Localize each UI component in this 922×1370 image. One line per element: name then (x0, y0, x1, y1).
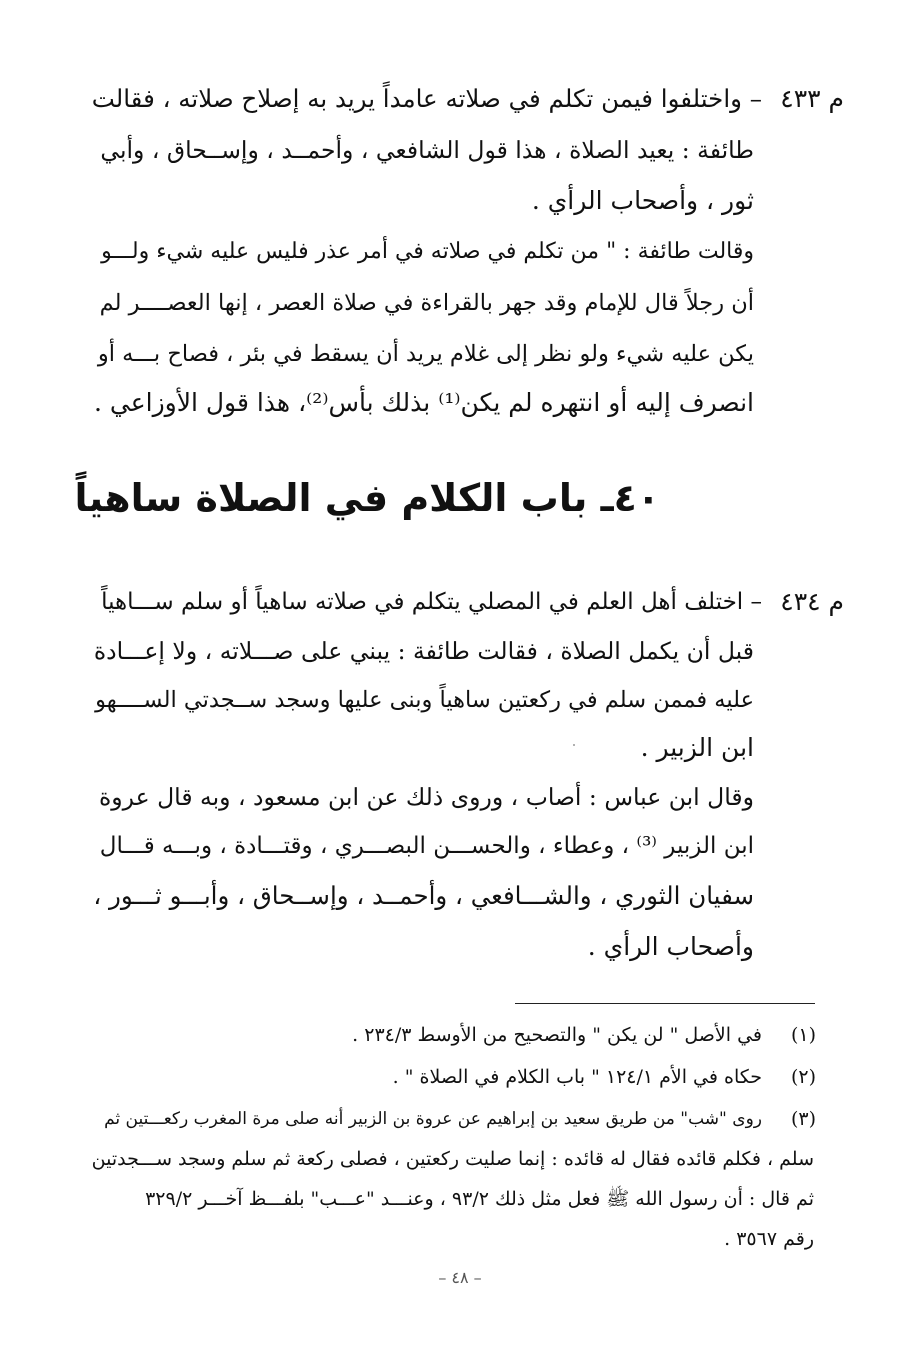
paragraph-434-line-6: ابن الزبير ⁽³⁾ ، وعطاء ، والحســـن البصـــري ، وقتـــادة ، وبـــه قـــال (99, 833, 754, 859)
page-number: – ٤٨ – (438, 1268, 482, 1287)
footnote-number-1: (١) (790, 1024, 816, 1046)
paragraph-434-line-4: ابن الزبير . (640, 733, 754, 762)
footnote-3-line-3: ثم قال : أن رسول الله ﷺ فعل مثل ذلك ٩٣/٢ ، وعنـــد "عـــب" بلفـــظ آخـــر ٣٢٩/٢ (145, 1188, 814, 1210)
chapter-title: ٤٠ـ باب الكلام في الصلاة ساهياً (74, 476, 660, 520)
paragraph-433-line-2: طائفة : يعيد الصلاة ، هذا قول الشافعي ، وأحمــد ، وإســحاق ، وأبي (100, 136, 754, 164)
footnote-3-line-4: رقم ٣٥٦٧ . (724, 1228, 814, 1250)
paragraph-434-line-3: عليه فممن سلم في ركعتين ساهياً وبنى عليها وسجد ســجدتي الســــهو (95, 687, 754, 713)
footnote-number-2: (٢) (790, 1066, 816, 1088)
footnote-2-text: حكاه في الأم ١٢٤/١ " باب الكلام في الصلاة " . (392, 1066, 762, 1088)
paragraph-434-line-8: وأصحاب الرأي . (587, 932, 754, 961)
paragraph-433-line-6: يكن عليه شيء ولو نظر إلى غلام يريد أن يسقط في بئر ، فصاح بـــه أو (97, 341, 754, 367)
paragraph-434-line-5: وقال ابن عباس : أصاب ، وروى ذلك عن ابن مسعود ، وبه قال عروة (98, 783, 754, 811)
footnote-3-line-1: روى "شب" من طريق سعيد بن إبراهيم عن عروة بن الزبير أنه صلى مرة المغرب ركعـــتين ثم (104, 1109, 762, 1129)
paragraph-number-433: م ٤٣٣ (780, 84, 844, 113)
paragraph-434-line-1: – اختلف أهل العلم في المصلي يتكلم في صلاته ساهياً أو سلم ســـاهياً (101, 589, 762, 615)
paragraph-434-line-2: قبل أن يكمل الصلاة ، فقالت طائفة : يبني على صـــلاته ، ولا إعـــادة (93, 637, 754, 665)
paragraph-433-line-7: انصرف إليه أو انتهره لم يكن⁽¹⁾ بذلك بأس⁽²⁾، هذا قول الأوزاعي . (94, 388, 754, 417)
paragraph-433-line-4: وقالت طائفة : " من تكلم في صلاته في أمر عذر فليس عليه شيء ولـــو (101, 239, 754, 264)
paragraph-433-line-3: ثور ، وأصحاب الرأي . (531, 186, 754, 215)
scan-speck (573, 744, 575, 746)
footnote-1-text: في الأصل " لن يكن " والتصحيح من الأوسط ٢٣٤/٣ . (352, 1024, 762, 1046)
paragraph-433-line-1: – واختلفوا فيمن تكلم في صلاته عامداً يريد به إصلاح صلاته ، فقالت (91, 84, 762, 113)
paragraph-433-line-5: أن رجلاً قال للإمام وقد جهر بالقراءة في صلاة العصر ، إنها العصــــر لم (99, 290, 754, 316)
footnote-separator (515, 1003, 815, 1004)
footnote-3-line-2: سلم ، فكلم قائده فقال له قائده : إنما صليت ركعتين ، فصلى ركعة ثم سلم وسجد ســـجدتين (91, 1148, 814, 1170)
footnote-number-3: (٣) (790, 1108, 816, 1130)
paragraph-number-434: م ٤٣٤ (780, 587, 844, 616)
paragraph-434-line-7: سفيان الثوري ، والشـــافعي ، وأحمــد ، وإســحاق ، وأبـــو ثـــور ، (93, 881, 754, 910)
